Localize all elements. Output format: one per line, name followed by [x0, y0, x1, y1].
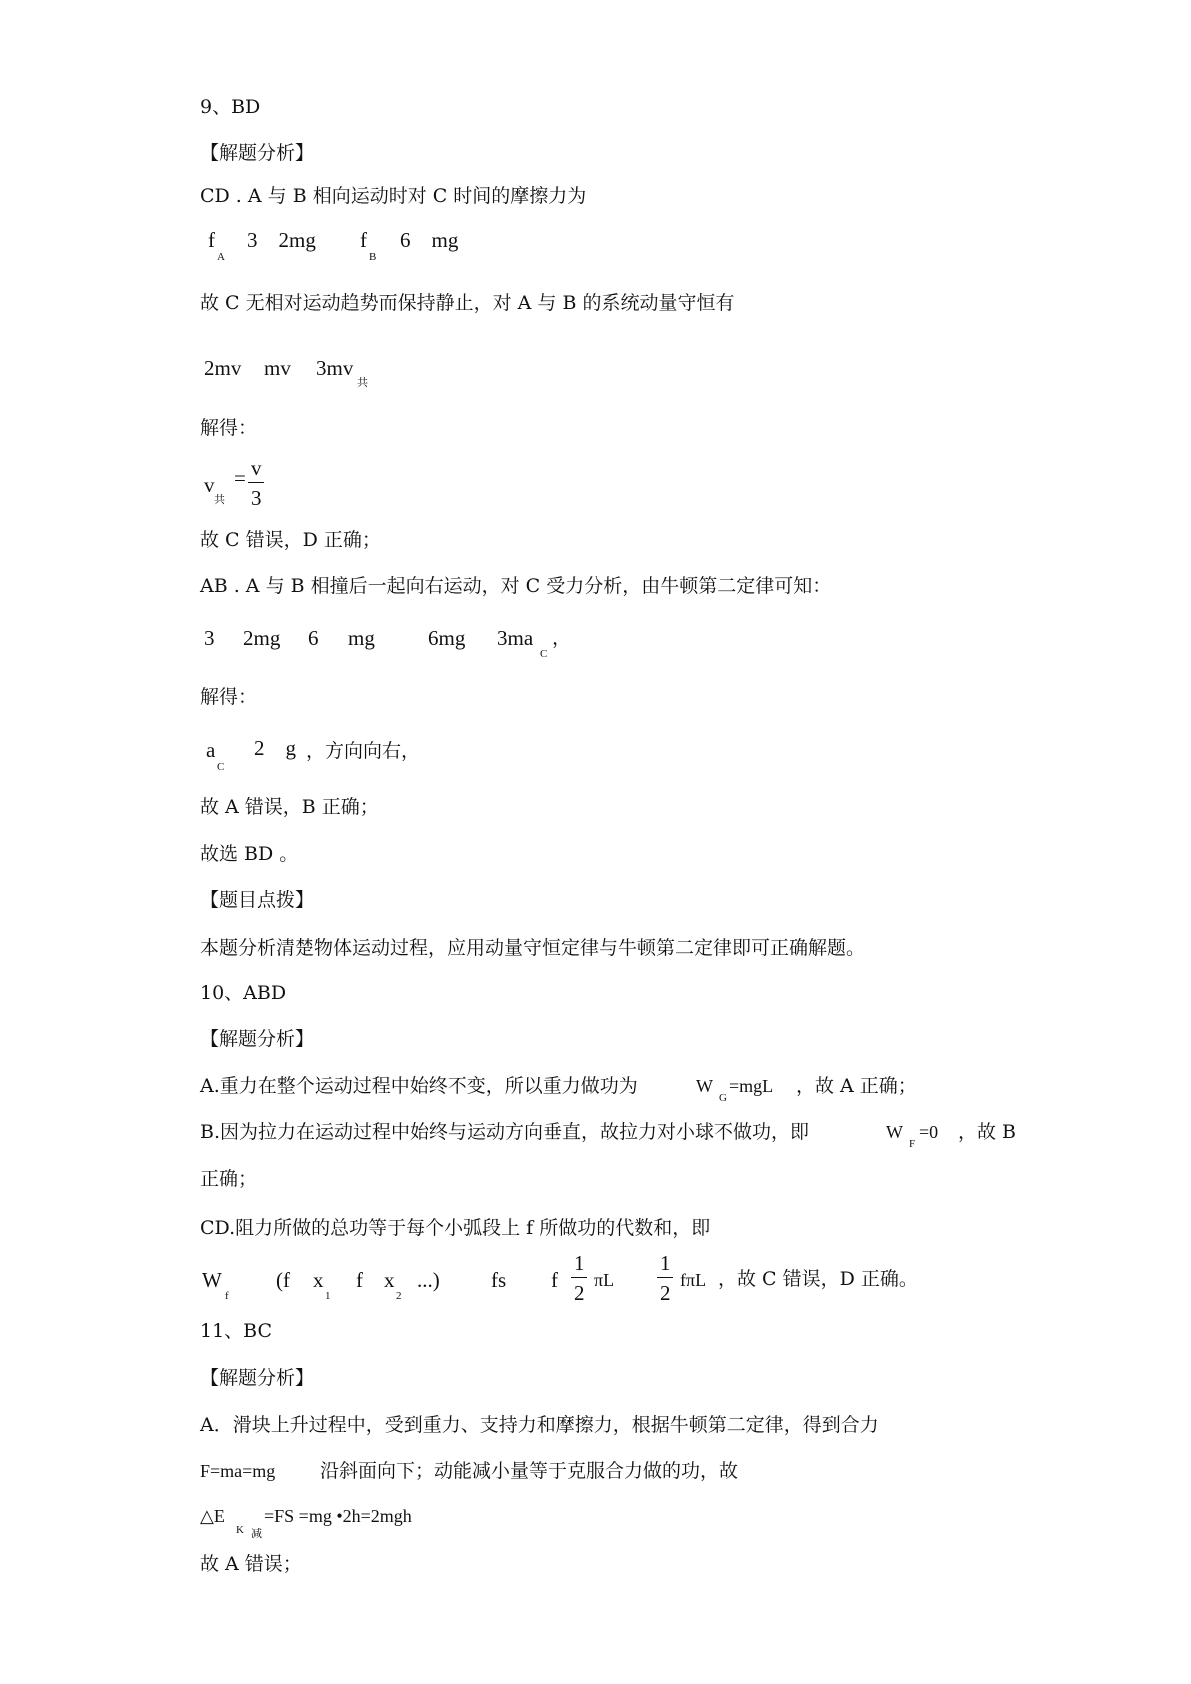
- wf-subscript: F: [909, 1138, 916, 1150]
- newton-term-4: mg: [348, 626, 375, 650]
- fs-term: fs: [491, 1268, 507, 1292]
- delta-ek-symbol: △E: [200, 1506, 225, 1526]
- newton-term-5: 6mg: [428, 626, 466, 650]
- pi-l-term: πL: [594, 1270, 615, 1290]
- q9-cd-conclusion: 故 C 错误，D 正确；: [200, 529, 381, 551]
- half2-bar: [657, 1277, 673, 1278]
- paren-open: (f: [276, 1268, 290, 1292]
- fa-symbol: f: [208, 228, 215, 252]
- q9-cd-intro: CD . A 与 B 相向运动时对 C 时间的摩擦力为: [200, 185, 587, 207]
- q11-statement-a-line2: 沿斜面向下；动能减小量等于克服合力做的功，故: [320, 1460, 739, 1482]
- q10-statement-cd: CD.阻力所做的总功等于每个小弧段上 f 所做功的代数和，即: [200, 1217, 711, 1239]
- x1-subscript: 1: [325, 1290, 331, 1302]
- energy-expression: =FS =mg •2h=2mgh: [264, 1506, 412, 1526]
- q11-answer: 11、BC: [200, 1320, 273, 1342]
- a-symbol: a: [206, 738, 216, 762]
- half2-numerator: 1: [660, 1251, 671, 1275]
- fa-value: 3 2mg: [247, 228, 316, 252]
- fraction-denominator: 3: [251, 486, 262, 510]
- work-tail: ，故 C 错误，D 正确。: [718, 1268, 918, 1290]
- newton-term-2: 2mg: [243, 626, 281, 650]
- newton-term-6: 3ma: [497, 626, 534, 650]
- newton-comma: ，: [552, 627, 572, 649]
- momentum-term-2: mv: [264, 356, 291, 380]
- x2-symbol: x: [384, 1268, 395, 1292]
- wg-symbol: W: [696, 1076, 713, 1096]
- fb-symbol: f: [360, 228, 367, 252]
- q10-statement-b-line1: B.因为拉力在运动过程中始终与运动方向垂直，故拉力对小球不做功，即: [200, 1121, 810, 1143]
- wf-tail: ，故 B: [958, 1121, 1017, 1143]
- v-subscript: 共: [214, 494, 225, 506]
- x1-symbol: x: [313, 1268, 324, 1292]
- momentum-subscript: 共: [357, 377, 368, 389]
- q10-answer: 10、ABD: [200, 982, 287, 1004]
- wg-value: =mgL: [729, 1076, 774, 1096]
- half1-bar: [571, 1277, 587, 1278]
- newton-term-3: 6: [308, 626, 319, 650]
- f3-symbol: f: [551, 1268, 558, 1292]
- fb-subscript: B: [369, 251, 377, 263]
- fraction-bar: [248, 482, 264, 483]
- ellipsis-close: ...): [417, 1268, 440, 1292]
- momentum-term-1: 2mv: [204, 356, 242, 380]
- q11-statement-a-line1: A．滑块上升过程中，受到重力、支持力和摩擦力，根据牛顿第二定律，得到合力: [200, 1414, 879, 1436]
- wg-tail: ，故 A 正确；: [796, 1075, 917, 1097]
- f2-symbol: f: [356, 1268, 363, 1292]
- q10-a-text: A.重力在整个运动过程中始终不变，所以重力做功为: [200, 1075, 638, 1097]
- f-pi-l-term: fπL: [680, 1270, 707, 1290]
- momentum-term-3: 3mv: [316, 356, 354, 380]
- q11-a-conclusion: 故 A 错误；: [200, 1553, 302, 1575]
- q9-ab-conclusion: 故 A 错误，B 正确；: [200, 796, 379, 818]
- v-symbol: v: [204, 473, 215, 497]
- q9-solve-label-2: 解得：: [200, 686, 258, 708]
- q9-answer: 9、BD: [200, 96, 261, 118]
- half1-denominator: 2: [574, 1281, 585, 1305]
- q9-tip-heading: 【题目点拨】: [200, 889, 315, 911]
- fb-value: 6 mg: [400, 228, 459, 252]
- q10-statement-b-line2: 正确；: [200, 1168, 258, 1190]
- q9-tip: 本题分析清楚物体运动过程，应用动量守恒定律与牛顿第二定律即可正确解题。: [200, 937, 866, 959]
- q9-solve-label-1: 解得：: [200, 417, 258, 439]
- q9-ab-intro: AB . A 与 B 相撞后一起向右运动，对 C 受力分析，由牛顿第二定律可知：: [200, 575, 832, 597]
- equals-sign: =: [234, 466, 246, 490]
- x2-subscript: 2: [396, 1290, 402, 1302]
- wf-value: =0: [919, 1122, 939, 1142]
- q9-c-static: 故 C 无相对运动趋势而保持静止，对 A 与 B 的系统动量守恒有: [200, 292, 735, 314]
- wg-subscript: G: [719, 1092, 727, 1104]
- half2-denominator: 2: [660, 1281, 671, 1305]
- work-subscript: f: [225, 1290, 229, 1302]
- ek-subscript-reduce: 减: [251, 1528, 262, 1540]
- fa-subscript: A: [217, 251, 225, 263]
- half1-numerator: 1: [574, 1251, 585, 1275]
- newton-term-1: 3: [204, 626, 215, 650]
- q11-analysis-heading: 【解题分析】: [200, 1367, 315, 1389]
- q9-choice: 故选 BD 。: [200, 843, 299, 865]
- newton-subscript: C: [540, 648, 548, 660]
- fraction-numerator: v: [251, 456, 262, 480]
- wf-symbol: W: [886, 1122, 903, 1142]
- q9-analysis-heading: 【解题分析】: [200, 142, 315, 164]
- a-direction: ，方向向右，: [306, 740, 421, 762]
- force-expression: F=ma=mg: [200, 1461, 276, 1481]
- q10-analysis-heading: 【解题分析】: [200, 1028, 315, 1050]
- ek-subscript-k: K: [236, 1524, 244, 1536]
- a-value: 2 g: [254, 736, 296, 760]
- q10-statement-a: [200, 1073, 638, 1099]
- a-subscript: C: [217, 761, 225, 773]
- work-symbol: W: [202, 1268, 222, 1292]
